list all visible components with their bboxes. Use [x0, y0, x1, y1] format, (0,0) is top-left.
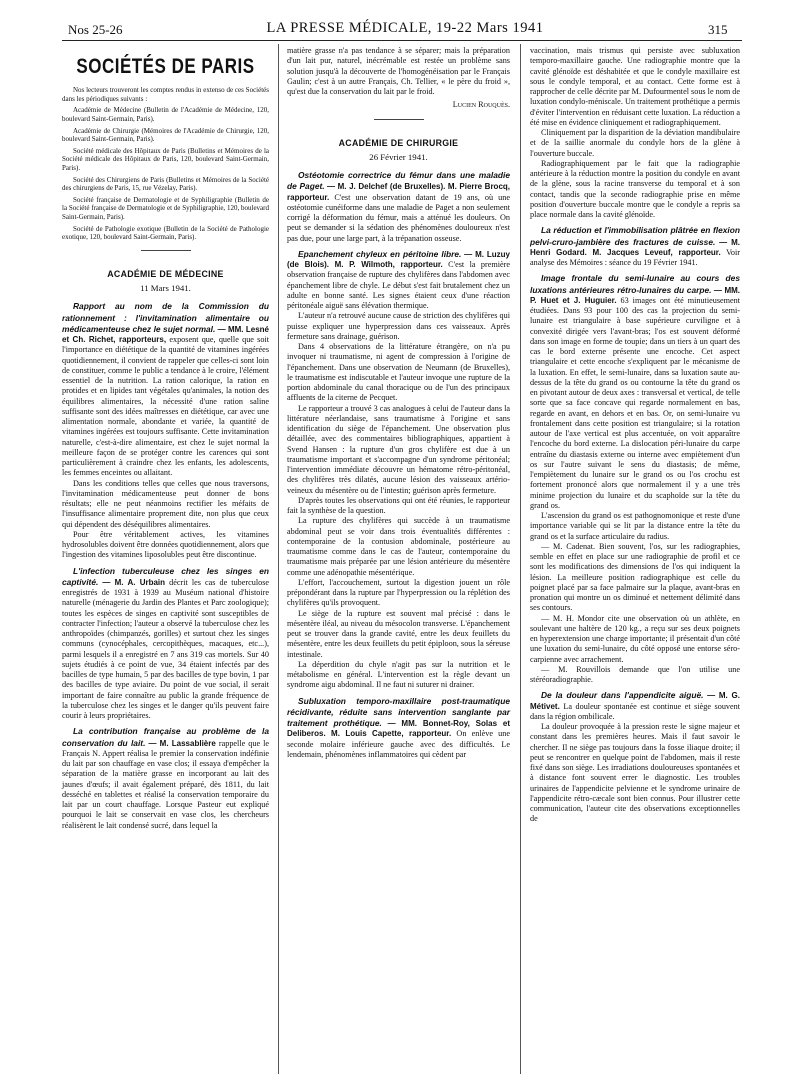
header-rule [62, 40, 742, 41]
article-text: décrit les cas de tuberculose enregistrés de 1931 à 1939 au Muséum national d'histoire naturelle (ménagerie du Jardin des Plantes et Parc zoologique); toutes les espèces de singes en captivité sont susceptibles de contracter l'infection; l'auteur a observé la tuberculose chez les anthropoïdes (chimpanzés, gorilles) et surtout chez les singes communs (cynocéphales, cercopithèques, macaques, etc...), parmi lesquels il a enregistré en 7 ans 319 cas mortels. Sur 40 sujets étudiés à ce point de vue, 34 étaient infectés par des bacilles de type humain, 5 par des bacilles de type bovin, 1 par des bacilles de type aviaire. Du point de vue social, il serait important de faire connaître au public la grande fréquence de la tuberculose chez les singes et le danger qu'ils peuvent faire courir à leurs propriétaires. [62, 577, 270, 720]
article-text: C'est une observation datant de 19 ans, où une ostéotomie cunéiforme dans une maladie de Paget a non seulement corrigé la déformation du fémur, mais a atténué les douleurs. On peut se demander si la sédation des phénomènes douloureux n'est pas due, pour une large part, à la trépanation osseuse. [287, 192, 510, 243]
article-title: Image frontale du semi-lunaire au cours des luxations antérieures rétro-lunaires du carpe. [530, 273, 740, 295]
paragraph: — M. H. Mondor cite une observation où un athlète, en soulevant une haltère de 120 kg., a reçu sur ses deux poignets en hyperextension une charge importante; il présentait d'un côté une luxation du semi-lunaire, du côté opposé une entorse séro-carpienne avec arrachement. [530, 613, 740, 664]
article [530, 225, 740, 268]
paragraph: — M. Rouvillois demande que l'on utilise une stéréoradiographie. [530, 664, 740, 684]
article-authors: — M. Henri Godard. M. Jacques Leveuf, rapporteur. [530, 237, 741, 257]
society-item: Société française de Dermatologie et de Syphiligraphie (Bulletin de la Société française de Dermatologie et de Syphiligraphie, 120, boulevard Saint-Germain, Paris). [62, 195, 269, 221]
paragraph: Le siège de la rupture est souvent mal précisé : dans le mésentère iléal, au niveau du mésocolon transverse. L'épanchement peut se trouver dans la grande cavité, entre les deux feuillets du mésentère, entre les deux feuillets du petit épiploon, sous la séreuse intestinale. [287, 608, 510, 659]
article [62, 566, 269, 722]
society-item: Société médicale des Hôpitaux de Paris (Bulletins et Mémoires de la Société médicale des Hôpitaux de Paris, 120, boulevard Saint-Germain, Paris). [62, 146, 269, 172]
article-text: exposent que, quelle que soit l'importance en diététique de la quantité de vitamines ingérées quotidiennement, il convient de rappeler que celles-ci sont loin de constituer, comme le public a tendance à le croire, l'élément essentiel de la nutrition. La ration calorique, la ration en protides et en lipides tant végétales qu'animales, la notion des équilibres alimentaires, la nécessité d'une ration saline suffisante sont des idées maîtresses en diététique, car avec une alimentation normale, abondante et variée, la quantité de vitamines ingérées est toujours suffisante. Cette invitamination naturelle, c'est-à-dire alimentaire, est chez le sujet normal la meilleure façon de se protéger contre les carences qui sont particulièrement à craindre chez les enfants, les adolescents, les femmes enceintes ou allaitant. [62, 335, 270, 478]
article-text: C'est la première observation française de rupture des chylifères dans l'abdomen avec épanchement libre de chyle. Le début s'est fait brutalement chez un adulte en bonne santé. Les signes étaient ceux d'une réaction péritonéale aiguë sans élévation thermique. [287, 260, 510, 310]
society-item: Académie de Médecine (Bulletin de l'Académie de Médecine, 120, boulevard Saint-Germain, Paris). [62, 106, 269, 124]
article-authors: — MM. Lesné et Ch. Richet, rapporteurs, [62, 324, 270, 344]
article-title: Epanchement chyleux en péritoine libre. [298, 248, 462, 259]
separator [141, 250, 191, 251]
journal-title: LA PRESSE MÉDICALE, 19-22 Mars 1941 [266, 20, 544, 36]
society-item: Académie de Chirurgie (Mémoires de l'Académie de Chirurgie, 120, boulevard Saint-Germain, Paris). [62, 126, 269, 144]
article [62, 301, 269, 478]
session-date: 11 Mars 1941. [140, 283, 191, 293]
article-title: Rapport au nom de la Commission du rationnement : l'invitamination alimentaire ou médicamenteuse chez le sujet normal. [62, 301, 269, 334]
article-title: Ostéotomie correctrice du fémur dans une maladie de Paget. [287, 170, 510, 192]
article-title: Subluxation temporo-maxillaire post-traumatique récidivante, réduite sans intervention sanglante par traitement prothétique. [287, 695, 510, 728]
article [287, 170, 510, 244]
paragraph: L'ascension du grand os est pathognomonique et reste d'une importance variable qui se lit par la distance entre la tête du grand os et la surface articulaire du radius. [530, 511, 740, 541]
article [530, 690, 740, 722]
article-text: Voir analyse des Mémoires : séance du 19 Février 1941. [530, 247, 741, 267]
article-authors: — M. A. Urbain [102, 577, 166, 587]
article [287, 249, 510, 312]
column-2 [287, 46, 510, 760]
page-number: 315 [708, 22, 728, 37]
paragraph: Dans les conditions telles que celles que nous traversons, l'invitamination médicamenteuse peut donner de bons résultats; elle ne peut néanmoins rectifier les méfaits de l'insuffisance alimentaire proprement dite, non plus que ceux qui dépendent des déséquilibres alimentaires. [62, 478, 269, 529]
society-list [62, 86, 269, 242]
column-1 [62, 46, 269, 831]
section-heading: ACADÉMIE DE MÉDECINE [107, 268, 224, 279]
paragraph: Dans 4 observations de la littérature étrangère, on n'a pu invoquer ni traumatisme, ni agent de compression à l'origine de l'épanchement. Dans une observation de Neumann (de Bruxelles), le traumatisme est indiscutable et l'auteur invoque une rupture de la portion abdominale du canal thoracique ou de l'un des principaux affluents de la citerne de Pecquet. [287, 342, 510, 403]
running-header [0, 0, 800, 40]
section-title: SOCIÉTÉS DE PARIS [76, 54, 255, 79]
paragraph: matière grasse n'a pas tendance à se séparer; mais la préparation d'un lait pur, naturel, inécrémable est restée un problème sans solution jusqu'à la découverte de l'homogénéisation par le Français Gaulin; c'est à un autre Français, Ch. Tellier, « le père du froid », qu'est due la conservation du lait par le froid. [287, 46, 510, 96]
article-text: rappelle que le Français N. Appert réalisa le premier la conservation indéfinie du lait par son chauffage en vase clos; il essaya d'empêcher la séparation de la matière grasse en incorporant au lait des jaunes d'œufs; il avait également préparé, dès 1811, du lait desséché en tablettes et réalisé la conservation temporaire du lait par un court chauffage. Lorsque Pasteur eut expliqué pourquoi le lait se conservait en vase clos, les chercheurs réalisèrent le lait condensé sucré, dans lequel la [62, 738, 270, 830]
article-title: L'infection tuberculeuse chez les singes en captivité. [62, 565, 269, 587]
paragraph: La rupture des chylifères qui succède à un traumatisme abdominal peut se voir dans trois éventualités différentes : contemporaine de la contusion abdominale, postérieure au traumatisme comme dans le cas de l'auteur, contemporaine du traumatisme mais préparée par une lésion antérieure du mésentère comme une adénopathie mésentérique. [287, 516, 510, 577]
society-item: Société de Pathologie exotique (Bulletin de la Société de Pathologie exotique, 120, boulevard Saint-Germain, Paris). [62, 224, 269, 242]
article-text: La douleur spontanée est continue et siège souvent dans la région ombilicale. [530, 701, 741, 721]
paragraph: D'après toutes les observations qui ont été réunies, le rapporteur fait la synthèse de la question. [287, 495, 510, 515]
column-divider-1 [278, 44, 279, 1074]
article-title: La contribution française au problème de la conservation du lait. [62, 726, 269, 748]
section-heading: ACADÉMIE DE CHIRURGIE [338, 137, 459, 148]
paragraph: Le rapporteur a trouvé 3 cas analogues à celui de l'auteur dans la littérature néerlandaise, sans traumatisme à l'origine et sans identification du siège de l'épanchement. Une observation plus détaillée, avec des commentaires bibliographiques, appartient à Svend Hansen : la rupture d'un gros chylifère est due à un traumatisme important et s'accompagne d'un syndrome péritonéal; l'intervention immédiate découvre un hématome rétro-péritonéal, des chylifères très dilatés, aucune lésion des vaisseaux artério-veineux du mésentère ou de l'intestin; guérison après fermeture. [287, 403, 510, 495]
signature: Lucien Rouquès. [452, 100, 510, 110]
paragraph: vaccination, mais trismus qui persiste avec subluxation temporo-maxillaire gauche. Une radiographie montre que la cavité glénoïde est déshabitée et que le condyle maxillaire est sous le condyle temporal, et au contact. Cette forme est à rapprocher de celle décrite par M. Dufourmentel sous le nom de luxation condylo-méniscale. Un traitement prothétique a permis d'éviter l'intervention en réduisant cette luxation. La réduction a été mise en évidence cliniquement et radiographiquement. [530, 46, 740, 127]
column-divider-2 [520, 44, 521, 1074]
article-title: De la douleur dans l'appendicite aiguë. [541, 690, 704, 701]
article [530, 273, 740, 511]
issue-number: Nos 25-26 [68, 22, 123, 37]
paragraph: La douleur provoquée à la pression reste le signe majeur et constant dans les premières heures. Mais il faut savoir le chercher. Il ne siège pas toujours dans la fosse iliaque droite; il peut se rencontrer en quelque point de l'abdomen, mais il reste fixé dans son siège. Les irradiations douloureuses spontanées et à distance font souvent errer le diagnostic. Les troubles urinaires de l'appendicite pelvienne et le syndrome urinaire de l'appendicite rétro-cæcale sont bien connus. Pour illustrer cette communication, l'auteur cite des observations exceptionnelles de [530, 722, 740, 824]
article-authors: — MM. P. Huet et J. Huguier. [530, 285, 740, 305]
paragraph: Cliniquement par la disparition de la déviation mandibulaire et de la saillie anormale du condyle hors de la glène à l'ouverture buccale. [530, 128, 740, 158]
separator [374, 119, 424, 120]
paragraph: Radiographiquement par le fait que la radiographie antérieure à la réduction montre la position du condyle en avant de la glène, sous la racine transverse du temporal et à son contact, tandis que la seconde radiographie prise en même position d'ouverture buccale montre que le condyle a repris sa place normale dans la cavité glénoïde. [530, 158, 740, 219]
paragraph: — M. Cadenat. Bien souvent, l'os, sur les radiographies, semble en effet en place sur une radiographie de profil et ce sont les modifications des dimensions de l'os qui indiquent la lésion. La meilleure position radiographique est celle du poignet placé par sa face palmaire sur la plaque, avant-bras en pronation qui montre un os diminué et nettement délimité dans ses contours. [530, 541, 740, 613]
article-authors: — M. J. Delchef (de Bruxelles). M. Pierre Brocq, rapporteur. [287, 182, 511, 202]
article-authors: — M. G. Métivet. [530, 691, 741, 711]
article-authors: — M. Lassablière [148, 738, 216, 748]
article-title: La réduction et l'immobilisation plâtrée en flexion pelvi-cruro-jambière des fractures de cuisse. [530, 225, 740, 247]
column-3 [530, 46, 740, 825]
article-authors: — M. Luzuy (de Blois). M. P. Wilmoth, rapporteur. [287, 249, 510, 269]
society-item: Société des Chirurgiens de Paris (Bulletins et Mémoires de la Société des chirurgiens de Paris, 15, rue Vézelay, Paris). [62, 175, 269, 193]
session-date: 26 Février 1941. [369, 151, 428, 162]
paragraph: La déperdition du chyle n'agit pas sur la nutrition et le métabolisme en général. L'intervention est la règle devant un syndrome aigu abdominal. Il ne faut ni suturer ni drainer. [287, 659, 510, 690]
intro-text: Nos lecteurs trouveront les comptes rendus in extenso de ces Sociétés dans les périodiques suivants : [62, 86, 269, 103]
article [62, 726, 269, 831]
paragraph: L'auteur n'a retrouvé aucune cause de striction des chylifères qui puisse expliquer une hyperpression dans ces vaisseaux. Après fermeture sans drainage, guérison. [287, 311, 510, 341]
paragraph: Pour être véritablement actives, les vitamines hydrosolubles doivent être données quotidiennement, alors que l'ingestion des vitamines liposolubles peut être discontinue. [62, 529, 269, 560]
article [287, 696, 510, 761]
article-text: 63 images ont été minutieusement étudiées. Dans 93 pour 100 des cas la projection du semi-lunaire est triangulaire à base supérieure curviligne et à convexité dirigée vers l'avant-bras; l'os est souvent déformé dans son image en forme de toupie; dans un tiers à un quart des cas le bord externe présente une encoche. Cet aspect triangulaire et cette encoche s'expliquent par le mécanisme de la luxation. En effet, le semi-lunaire, dans sa luxation saute au-dessus de la tête du grand os ou contourne la tête du grand os en pivotant autour de deux axes : transversal et vertical, de telle sorte que sa face concave qui regarde normalement en bas, regarde en avant, en dehors et en bas. Or, on semi-lunaire vu frontalement dans cette position est triangulaire; si la rotation autour de l'axe vertical est plus accentuée, on voit apparaître l'encoche du bord externe. La dislocation péri-lunaire du carpe entraîne du diastasis externe ou interne avec empiètement d'un os sur l'autre suivant le sens du diastasis; de même, l'empiètement du lunaire sur le grand os ou l'os crochu est fortement prononcé alors que normalement il y a une très minime projection du lunaire et du scaphoïde sur la tête du grand os. [530, 295, 741, 510]
article-text: On enlève une seconde molaire inférieure gauche avec des difficultés. Le lendemain, phénomènes inflammatoires qui cèdent par [287, 729, 510, 759]
paragraph: L'effort, l'accouchement, surtout la digestion jouent un rôle prépondérant dans la rupture par l'hyperpression ou la réplétion des chylifères qu'ils provoquent. [287, 577, 510, 608]
article-authors: — MM. Bonnet-Roy, Solas et Deliberos. M. Louis Capette, rapporteur. [287, 719, 511, 739]
